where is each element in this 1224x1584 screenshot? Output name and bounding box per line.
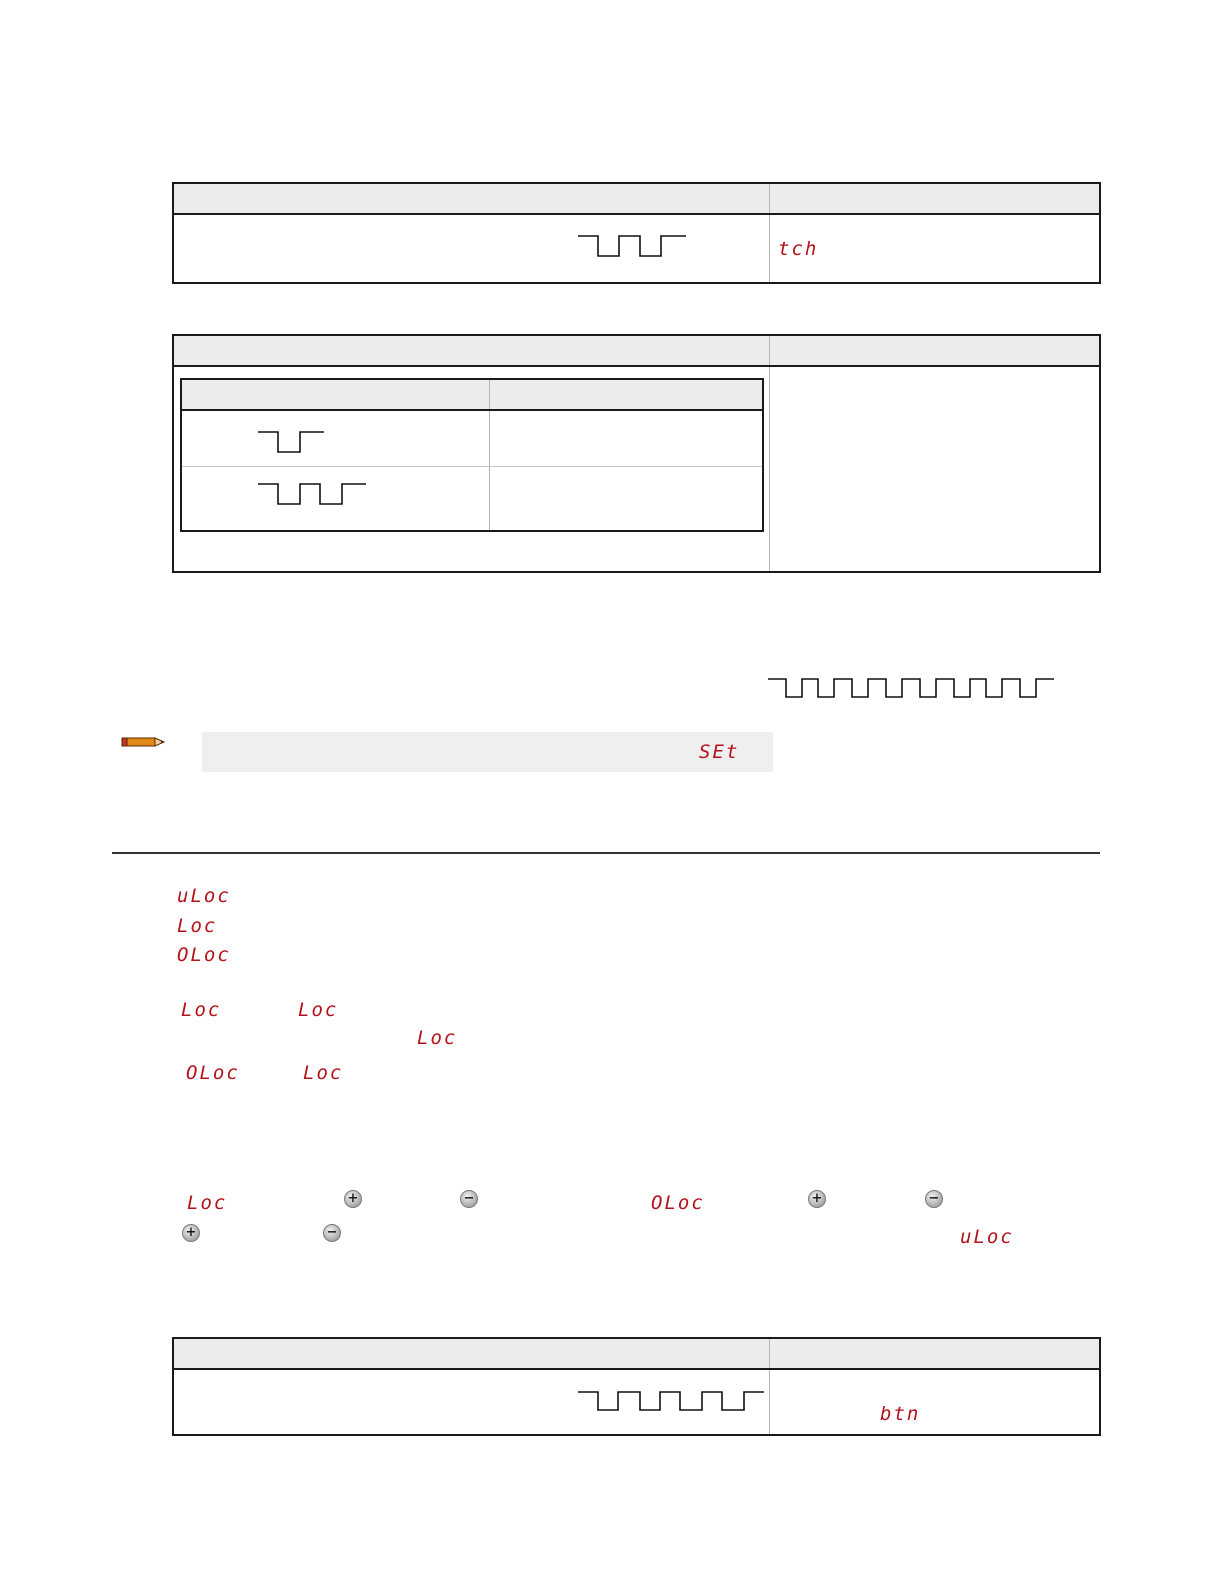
single-pulse-icon xyxy=(258,430,324,454)
column-divider xyxy=(769,1370,770,1434)
display-btn: btn xyxy=(880,1403,921,1425)
display-tch: tch xyxy=(778,238,819,260)
plus-button-icon: + xyxy=(344,1190,362,1208)
nested-table xyxy=(180,378,764,532)
pencil-icon xyxy=(122,735,166,749)
display-loc: Loc xyxy=(177,915,218,937)
table-button-lock xyxy=(172,1337,1101,1436)
nested-row-divider xyxy=(182,466,762,467)
section-divider xyxy=(112,852,1100,854)
nested-column-divider xyxy=(489,411,490,530)
minus-button-icon: − xyxy=(925,1190,943,1208)
display-uloc: uLoc xyxy=(960,1226,1014,1248)
display-uloc: uLoc xyxy=(177,885,231,907)
display-loc: Loc xyxy=(181,999,222,1021)
minus-button-icon: − xyxy=(460,1190,478,1208)
column-divider xyxy=(769,367,770,571)
minus-button-icon: − xyxy=(323,1224,341,1242)
display-loc: Loc xyxy=(303,1062,344,1084)
note-box xyxy=(202,732,773,772)
double-pulse-icon xyxy=(258,482,366,506)
nested-table-header xyxy=(182,380,762,411)
display-set: SEt xyxy=(699,741,740,763)
table-header xyxy=(174,1339,1099,1370)
quad-pulse-icon xyxy=(578,1390,764,1412)
display-oloc: OLoc xyxy=(177,944,231,966)
table-header xyxy=(174,184,1099,215)
plus-button-icon: + xyxy=(808,1190,826,1208)
table-teach-options xyxy=(172,334,1101,573)
table-teach-mode xyxy=(172,182,1101,284)
plus-button-icon: + xyxy=(182,1224,200,1242)
display-oloc: OLoc xyxy=(186,1062,240,1084)
display-loc: Loc xyxy=(187,1192,228,1214)
multi-pulse-icon xyxy=(768,677,1054,699)
display-oloc: OLoc xyxy=(651,1192,705,1214)
display-loc: Loc xyxy=(417,1027,458,1049)
table-header xyxy=(174,336,1099,367)
column-divider xyxy=(769,215,770,282)
double-pulse-icon xyxy=(578,234,686,258)
display-loc: Loc xyxy=(298,999,339,1021)
